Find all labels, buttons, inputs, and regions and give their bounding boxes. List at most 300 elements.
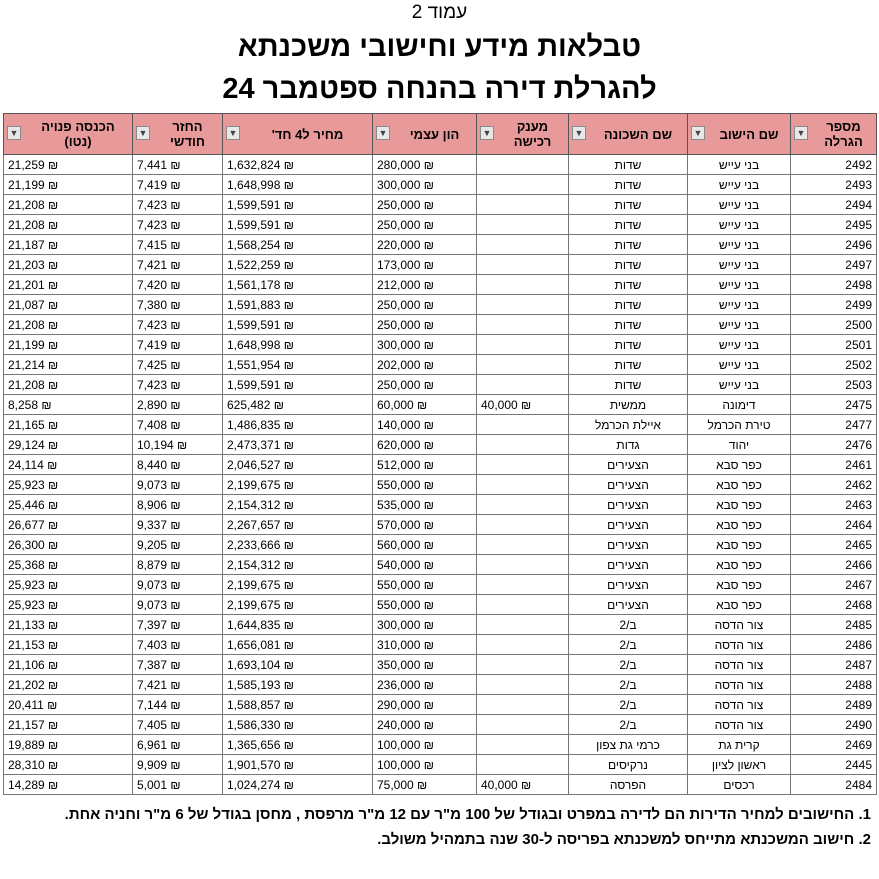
cell-equity: 240,000 ₪ [373, 715, 477, 735]
cell-settlement-name: כפר סבא [688, 555, 791, 575]
cell-raffle-number: 2495 [791, 215, 877, 235]
cell-price-4-rooms: 2,154,312 ₪ [223, 495, 373, 515]
cell-neighborhood-name: שדות [569, 235, 688, 255]
table-row [4, 335, 877, 355]
cell-monthly-payment: 7,423 ₪ [133, 195, 223, 215]
cell-equity: 212,000 ₪ [373, 275, 477, 295]
cell-monthly-payment: 7,441 ₪ [133, 155, 223, 175]
filter-dropdown-icon[interactable]: ▼ [794, 126, 808, 140]
table-row [4, 255, 877, 275]
cell-purchase-grant [477, 355, 569, 375]
cell-purchase-grant [477, 495, 569, 515]
cell-price-4-rooms: 2,199,675 ₪ [223, 475, 373, 495]
cell-equity: 620,000 ₪ [373, 435, 477, 455]
cell-disposable-income: 21,199 ₪ [4, 175, 133, 195]
cell-disposable-income: 25,923 ₪ [4, 475, 133, 495]
cell-raffle-number: 2467 [791, 575, 877, 595]
cell-monthly-payment: 8,906 ₪ [133, 495, 223, 515]
cell-price-4-rooms: 625,482 ₪ [223, 395, 373, 415]
cell-disposable-income: 21,133 ₪ [4, 615, 133, 635]
cell-equity: 140,000 ₪ [373, 415, 477, 435]
cell-disposable-income: 8,258 ₪ [4, 395, 133, 415]
cell-price-4-rooms: 1,599,591 ₪ [223, 215, 373, 235]
footnotes [1, 802, 871, 852]
table-body [4, 155, 877, 795]
cell-equity: 300,000 ₪ [373, 335, 477, 355]
cell-neighborhood-name: שדות [569, 175, 688, 195]
cell-monthly-payment: 7,403 ₪ [133, 635, 223, 655]
cell-disposable-income: 21,202 ₪ [4, 675, 133, 695]
cell-neighborhood-name: הפרסה [569, 775, 688, 795]
cell-monthly-payment: 7,415 ₪ [133, 235, 223, 255]
cell-disposable-income: 26,677 ₪ [4, 515, 133, 535]
cell-neighborhood-name: ב/2 [569, 615, 688, 635]
cell-neighborhood-name: כרמי גת צפון [569, 735, 688, 755]
filter-dropdown-icon[interactable]: ▼ [480, 126, 494, 140]
cell-price-4-rooms: 1,901,570 ₪ [223, 755, 373, 775]
cell-price-4-rooms: 1,648,998 ₪ [223, 335, 373, 355]
cell-price-4-rooms: 1,486,835 ₪ [223, 415, 373, 435]
cell-raffle-number: 2464 [791, 515, 877, 535]
cell-raffle-number: 2485 [791, 615, 877, 635]
cell-monthly-payment: 7,419 ₪ [133, 335, 223, 355]
filter-dropdown-icon[interactable]: ▼ [7, 126, 21, 140]
cell-neighborhood-name: שדות [569, 335, 688, 355]
cell-price-4-rooms: 2,199,675 ₪ [223, 595, 373, 615]
cell-neighborhood-name: ממשית [569, 395, 688, 415]
column-header-label: החזר חודשי [170, 119, 205, 149]
cell-purchase-grant [477, 435, 569, 455]
column-header-label: מחיר ל4 חד' [271, 126, 344, 142]
cell-disposable-income: 21,199 ₪ [4, 335, 133, 355]
cell-purchase-grant [477, 375, 569, 395]
column-header-label: הון עצמי [409, 126, 460, 142]
table-row [4, 455, 877, 475]
cell-settlement-name: בני עייש [688, 335, 791, 355]
cell-raffle-number: 2463 [791, 495, 877, 515]
cell-settlement-name: כפר סבא [688, 515, 791, 535]
cell-disposable-income: 21,214 ₪ [4, 355, 133, 375]
cell-neighborhood-name: שדות [569, 215, 688, 235]
footnote-1: 1. החישובים למחיר הדירות הם לדירה במפרט ובגודל של 100 מ"ר עם 12 מ"ר מרפסת , מחסן בגודל של 6 מ"ר וחניה אחת. [64, 806, 871, 823]
cell-price-4-rooms: 1,648,998 ₪ [223, 175, 373, 195]
cell-equity: 250,000 ₪ [373, 215, 477, 235]
cell-raffle-number: 2499 [791, 295, 877, 315]
cell-equity: 540,000 ₪ [373, 555, 477, 575]
table-row [4, 235, 877, 255]
cell-price-4-rooms: 1,599,591 ₪ [223, 195, 373, 215]
cell-settlement-name: בני עייש [688, 175, 791, 195]
cell-price-4-rooms: 1,365,656 ₪ [223, 735, 373, 755]
footnote-2: 2. חישוב המשכנתא מתייחס למשכנתא בפריסה ל-30 שנה בתמהיל משולב. [377, 831, 871, 848]
column-header-disposable-income [4, 114, 133, 155]
cell-price-4-rooms: 2,199,675 ₪ [223, 575, 373, 595]
cell-disposable-income: 25,923 ₪ [4, 595, 133, 615]
cell-raffle-number: 2500 [791, 315, 877, 335]
cell-settlement-name: בני עייש [688, 215, 791, 235]
cell-purchase-grant [477, 195, 569, 215]
filter-dropdown-icon[interactable]: ▼ [226, 126, 240, 140]
table-row [4, 695, 877, 715]
cell-settlement-name: בני עייש [688, 315, 791, 335]
cell-disposable-income: 21,106 ₪ [4, 655, 133, 675]
cell-raffle-number: 2494 [791, 195, 877, 215]
table-row [4, 395, 877, 415]
cell-settlement-name: כפר סבא [688, 455, 791, 475]
table-row [4, 595, 877, 615]
cell-settlement-name: טירת הכרמל [688, 415, 791, 435]
cell-equity: 512,000 ₪ [373, 455, 477, 475]
cell-neighborhood-name: גדות [569, 435, 688, 455]
cell-neighborhood-name: ב/2 [569, 715, 688, 735]
cell-settlement-name: צור הדסה [688, 635, 791, 655]
cell-raffle-number: 2484 [791, 775, 877, 795]
table-row [4, 675, 877, 695]
cell-disposable-income: 25,923 ₪ [4, 575, 133, 595]
cell-settlement-name: צור הדסה [688, 695, 791, 715]
cell-monthly-payment: 8,440 ₪ [133, 455, 223, 475]
cell-raffle-number: 2466 [791, 555, 877, 575]
cell-monthly-payment: 7,423 ₪ [133, 315, 223, 335]
cell-neighborhood-name: שדות [569, 375, 688, 395]
table-row [4, 355, 877, 375]
cell-raffle-number: 2502 [791, 355, 877, 375]
cell-price-4-rooms: 1,693,104 ₪ [223, 655, 373, 675]
cell-monthly-payment: 7,380 ₪ [133, 295, 223, 315]
lottery-data-table [3, 113, 877, 795]
cell-purchase-grant [477, 255, 569, 275]
cell-raffle-number: 2475 [791, 395, 877, 415]
cell-monthly-payment: 7,408 ₪ [133, 415, 223, 435]
cell-neighborhood-name: הצעירים [569, 595, 688, 615]
cell-neighborhood-name: שדות [569, 195, 688, 215]
cell-purchase-grant [477, 515, 569, 535]
cell-neighborhood-name: הצעירים [569, 535, 688, 555]
table-row [4, 195, 877, 215]
table-row [4, 155, 877, 175]
cell-price-4-rooms: 1,585,193 ₪ [223, 675, 373, 695]
cell-raffle-number: 2501 [791, 335, 877, 355]
table-row [4, 515, 877, 535]
column-header-equity [373, 114, 477, 155]
cell-equity: 570,000 ₪ [373, 515, 477, 535]
column-header-label: מענק רכישה [513, 119, 552, 149]
cell-neighborhood-name: שדות [569, 355, 688, 375]
cell-equity: 250,000 ₪ [373, 195, 477, 215]
cell-neighborhood-name: הצעירים [569, 575, 688, 595]
cell-neighborhood-name: שדות [569, 315, 688, 335]
cell-purchase-grant: 40,000 ₪ [477, 775, 569, 795]
cell-price-4-rooms: 1,522,259 ₪ [223, 255, 373, 275]
cell-settlement-name: בני עייש [688, 275, 791, 295]
cell-neighborhood-name: ב/2 [569, 635, 688, 655]
cell-disposable-income: 21,187 ₪ [4, 235, 133, 255]
cell-price-4-rooms: 1,632,824 ₪ [223, 155, 373, 175]
cell-raffle-number: 2498 [791, 275, 877, 295]
cell-monthly-payment: 10,194 ₪ [133, 435, 223, 455]
cell-price-4-rooms: 1,588,857 ₪ [223, 695, 373, 715]
cell-raffle-number: 2461 [791, 455, 877, 475]
column-header-monthly-payment [133, 114, 223, 155]
cell-settlement-name: כפר סבא [688, 495, 791, 515]
cell-purchase-grant [477, 295, 569, 315]
cell-neighborhood-name: שדות [569, 155, 688, 175]
cell-raffle-number: 2462 [791, 475, 877, 495]
cell-price-4-rooms: 2,473,371 ₪ [223, 435, 373, 455]
table-row [4, 575, 877, 595]
table-row [4, 715, 877, 735]
cell-raffle-number: 2477 [791, 415, 877, 435]
cell-purchase-grant [477, 695, 569, 715]
cell-neighborhood-name: הצעירים [569, 555, 688, 575]
cell-purchase-grant [477, 555, 569, 575]
cell-equity: 250,000 ₪ [373, 375, 477, 395]
cell-raffle-number: 2492 [791, 155, 877, 175]
cell-disposable-income: 28,310 ₪ [4, 755, 133, 775]
cell-disposable-income: 21,201 ₪ [4, 275, 133, 295]
cell-settlement-name: צור הדסה [688, 715, 791, 735]
cell-purchase-grant [477, 735, 569, 755]
cell-purchase-grant [477, 155, 569, 175]
cell-purchase-grant [477, 455, 569, 475]
cell-monthly-payment: 5,001 ₪ [133, 775, 223, 795]
column-header-label: שם השכונה [603, 126, 673, 142]
cell-price-4-rooms: 1,599,591 ₪ [223, 315, 373, 335]
cell-monthly-payment: 9,909 ₪ [133, 755, 223, 775]
table-row [4, 555, 877, 575]
table-row [4, 375, 877, 395]
column-header-raffle-number [791, 114, 877, 155]
cell-disposable-income: 21,208 ₪ [4, 375, 133, 395]
cell-price-4-rooms: 1,561,178 ₪ [223, 275, 373, 295]
column-header-price-4-rooms [223, 114, 373, 155]
cell-price-4-rooms: 1,644,835 ₪ [223, 615, 373, 635]
cell-purchase-grant [477, 275, 569, 295]
cell-disposable-income: 29,124 ₪ [4, 435, 133, 455]
cell-settlement-name: צור הדסה [688, 655, 791, 675]
cell-neighborhood-name: איילת הכרמל [569, 415, 688, 435]
cell-neighborhood-name: הצעירים [569, 515, 688, 535]
cell-settlement-name: בני עייש [688, 255, 791, 275]
cell-purchase-grant [477, 215, 569, 235]
cell-equity: 202,000 ₪ [373, 355, 477, 375]
cell-monthly-payment: 7,421 ₪ [133, 675, 223, 695]
filter-dropdown-icon[interactable]: ▼ [572, 126, 586, 140]
cell-monthly-payment: 9,337 ₪ [133, 515, 223, 535]
cell-monthly-payment: 7,387 ₪ [133, 655, 223, 675]
table-row [4, 415, 877, 435]
cell-equity: 350,000 ₪ [373, 655, 477, 675]
table-row [4, 315, 877, 335]
cell-equity: 300,000 ₪ [373, 615, 477, 635]
cell-purchase-grant [477, 535, 569, 555]
cell-neighborhood-name: שדות [569, 255, 688, 275]
cell-raffle-number: 2489 [791, 695, 877, 715]
cell-disposable-income: 19,889 ₪ [4, 735, 133, 755]
cell-monthly-payment: 9,073 ₪ [133, 475, 223, 495]
cell-equity: 173,000 ₪ [373, 255, 477, 275]
page-number: עמוד 2 [411, 2, 468, 23]
cell-disposable-income: 26,300 ₪ [4, 535, 133, 555]
cell-disposable-income: 21,208 ₪ [4, 195, 133, 215]
cell-settlement-name: ראשון לציון [688, 755, 791, 775]
table-row [4, 755, 877, 775]
cell-disposable-income: 21,157 ₪ [4, 715, 133, 735]
table-row [4, 615, 877, 635]
cell-price-4-rooms: 1,568,254 ₪ [223, 235, 373, 255]
cell-disposable-income: 25,368 ₪ [4, 555, 133, 575]
document-title-line-1: טבלאות מידע וחישובי משכנתא [237, 31, 642, 63]
cell-settlement-name: כפר סבא [688, 475, 791, 495]
table-header-row [4, 114, 877, 155]
cell-settlement-name: רכסים [688, 775, 791, 795]
cell-equity: 100,000 ₪ [373, 755, 477, 775]
cell-neighborhood-name: הצעירים [569, 475, 688, 495]
cell-equity: 560,000 ₪ [373, 535, 477, 555]
cell-monthly-payment: 7,144 ₪ [133, 695, 223, 715]
cell-equity: 290,000 ₪ [373, 695, 477, 715]
table-row [4, 655, 877, 675]
cell-settlement-name: בני עייש [688, 155, 791, 175]
column-header-neighborhood-name [569, 114, 688, 155]
table-row [4, 475, 877, 495]
table-row [4, 735, 877, 755]
cell-purchase-grant [477, 415, 569, 435]
cell-price-4-rooms: 1,656,081 ₪ [223, 635, 373, 655]
cell-equity: 60,000 ₪ [373, 395, 477, 415]
column-header-label: שם הישוב [719, 126, 779, 142]
cell-neighborhood-name: ב/2 [569, 675, 688, 695]
table-row [4, 495, 877, 515]
filter-dropdown-icon[interactable]: ▼ [136, 126, 150, 140]
cell-disposable-income: 25,446 ₪ [4, 495, 133, 515]
cell-settlement-name: בני עייש [688, 195, 791, 215]
cell-equity: 310,000 ₪ [373, 635, 477, 655]
cell-raffle-number: 2469 [791, 735, 877, 755]
cell-monthly-payment: 7,420 ₪ [133, 275, 223, 295]
cell-monthly-payment: 8,879 ₪ [133, 555, 223, 575]
cell-price-4-rooms: 2,154,312 ₪ [223, 555, 373, 575]
column-header-purchase-grant [477, 114, 569, 155]
cell-purchase-grant [477, 235, 569, 255]
cell-disposable-income: 14,289 ₪ [4, 775, 133, 795]
cell-purchase-grant [477, 755, 569, 775]
cell-neighborhood-name: שדות [569, 295, 688, 315]
cell-raffle-number: 2490 [791, 715, 877, 735]
cell-disposable-income: 21,087 ₪ [4, 295, 133, 315]
cell-purchase-grant [477, 675, 569, 695]
cell-disposable-income: 20,411 ₪ [4, 695, 133, 715]
cell-price-4-rooms: 1,024,274 ₪ [223, 775, 373, 795]
cell-settlement-name: בני עייש [688, 375, 791, 395]
cell-raffle-number: 2476 [791, 435, 877, 455]
cell-settlement-name: בני עייש [688, 295, 791, 315]
cell-purchase-grant [477, 335, 569, 355]
cell-monthly-payment: 9,073 ₪ [133, 575, 223, 595]
cell-neighborhood-name: שדות [569, 275, 688, 295]
cell-monthly-payment: 7,397 ₪ [133, 615, 223, 635]
cell-raffle-number: 2503 [791, 375, 877, 395]
cell-purchase-grant [477, 315, 569, 335]
cell-price-4-rooms: 1,551,954 ₪ [223, 355, 373, 375]
cell-price-4-rooms: 1,586,330 ₪ [223, 715, 373, 735]
cell-price-4-rooms: 2,267,657 ₪ [223, 515, 373, 535]
cell-disposable-income: 21,259 ₪ [4, 155, 133, 175]
cell-equity: 280,000 ₪ [373, 155, 477, 175]
cell-disposable-income: 21,153 ₪ [4, 635, 133, 655]
cell-purchase-grant: 40,000 ₪ [477, 395, 569, 415]
cell-raffle-number: 2445 [791, 755, 877, 775]
document-title-line-2: להגרלת דירה בהנחה ספטמבר 24 [222, 73, 657, 105]
cell-equity: 550,000 ₪ [373, 595, 477, 615]
cell-settlement-name: בני עייש [688, 235, 791, 255]
cell-monthly-payment: 6,961 ₪ [133, 735, 223, 755]
cell-price-4-rooms: 1,591,883 ₪ [223, 295, 373, 315]
cell-equity: 535,000 ₪ [373, 495, 477, 515]
cell-settlement-name: יהוד [688, 435, 791, 455]
filter-dropdown-icon[interactable]: ▼ [691, 126, 705, 140]
cell-monthly-payment: 9,205 ₪ [133, 535, 223, 555]
cell-settlement-name: קרית גת [688, 735, 791, 755]
cell-disposable-income: 24,114 ₪ [4, 455, 133, 475]
cell-raffle-number: 2488 [791, 675, 877, 695]
cell-equity: 250,000 ₪ [373, 295, 477, 315]
cell-raffle-number: 2465 [791, 535, 877, 555]
table-row [4, 635, 877, 655]
cell-equity: 550,000 ₪ [373, 475, 477, 495]
cell-raffle-number: 2497 [791, 255, 877, 275]
cell-equity: 250,000 ₪ [373, 315, 477, 335]
cell-equity: 220,000 ₪ [373, 235, 477, 255]
cell-settlement-name: צור הדסה [688, 615, 791, 635]
cell-monthly-payment: 7,423 ₪ [133, 375, 223, 395]
filter-dropdown-icon[interactable]: ▼ [376, 126, 390, 140]
cell-raffle-number: 2486 [791, 635, 877, 655]
cell-settlement-name: צור הדסה [688, 675, 791, 695]
cell-settlement-name: בני עייש [688, 355, 791, 375]
table-row [4, 275, 877, 295]
cell-equity: 75,000 ₪ [373, 775, 477, 795]
cell-monthly-payment: 7,405 ₪ [133, 715, 223, 735]
cell-settlement-name: כפר סבא [688, 575, 791, 595]
cell-purchase-grant [477, 175, 569, 195]
cell-neighborhood-name: ב/2 [569, 655, 688, 675]
cell-monthly-payment: 7,421 ₪ [133, 255, 223, 275]
cell-price-4-rooms: 1,599,591 ₪ [223, 375, 373, 395]
table-row [4, 295, 877, 315]
cell-purchase-grant [477, 715, 569, 735]
cell-price-4-rooms: 2,046,527 ₪ [223, 455, 373, 475]
cell-monthly-payment: 7,423 ₪ [133, 215, 223, 235]
cell-raffle-number: 2487 [791, 655, 877, 675]
column-header-label: הכנסה פנויה (נטו) [41, 119, 115, 149]
cell-disposable-income: 21,208 ₪ [4, 215, 133, 235]
cell-raffle-number: 2493 [791, 175, 877, 195]
cell-disposable-income: 21,165 ₪ [4, 415, 133, 435]
cell-neighborhood-name: הצעירים [569, 495, 688, 515]
cell-raffle-number: 2496 [791, 235, 877, 255]
cell-raffle-number: 2468 [791, 595, 877, 615]
cell-monthly-payment: 9,073 ₪ [133, 595, 223, 615]
cell-purchase-grant [477, 635, 569, 655]
cell-disposable-income: 21,203 ₪ [4, 255, 133, 275]
cell-monthly-payment: 7,425 ₪ [133, 355, 223, 375]
column-header-settlement-name [688, 114, 791, 155]
table-row [4, 535, 877, 555]
cell-neighborhood-name: נרקיסים [569, 755, 688, 775]
cell-purchase-grant [477, 615, 569, 635]
cell-price-4-rooms: 2,233,666 ₪ [223, 535, 373, 555]
